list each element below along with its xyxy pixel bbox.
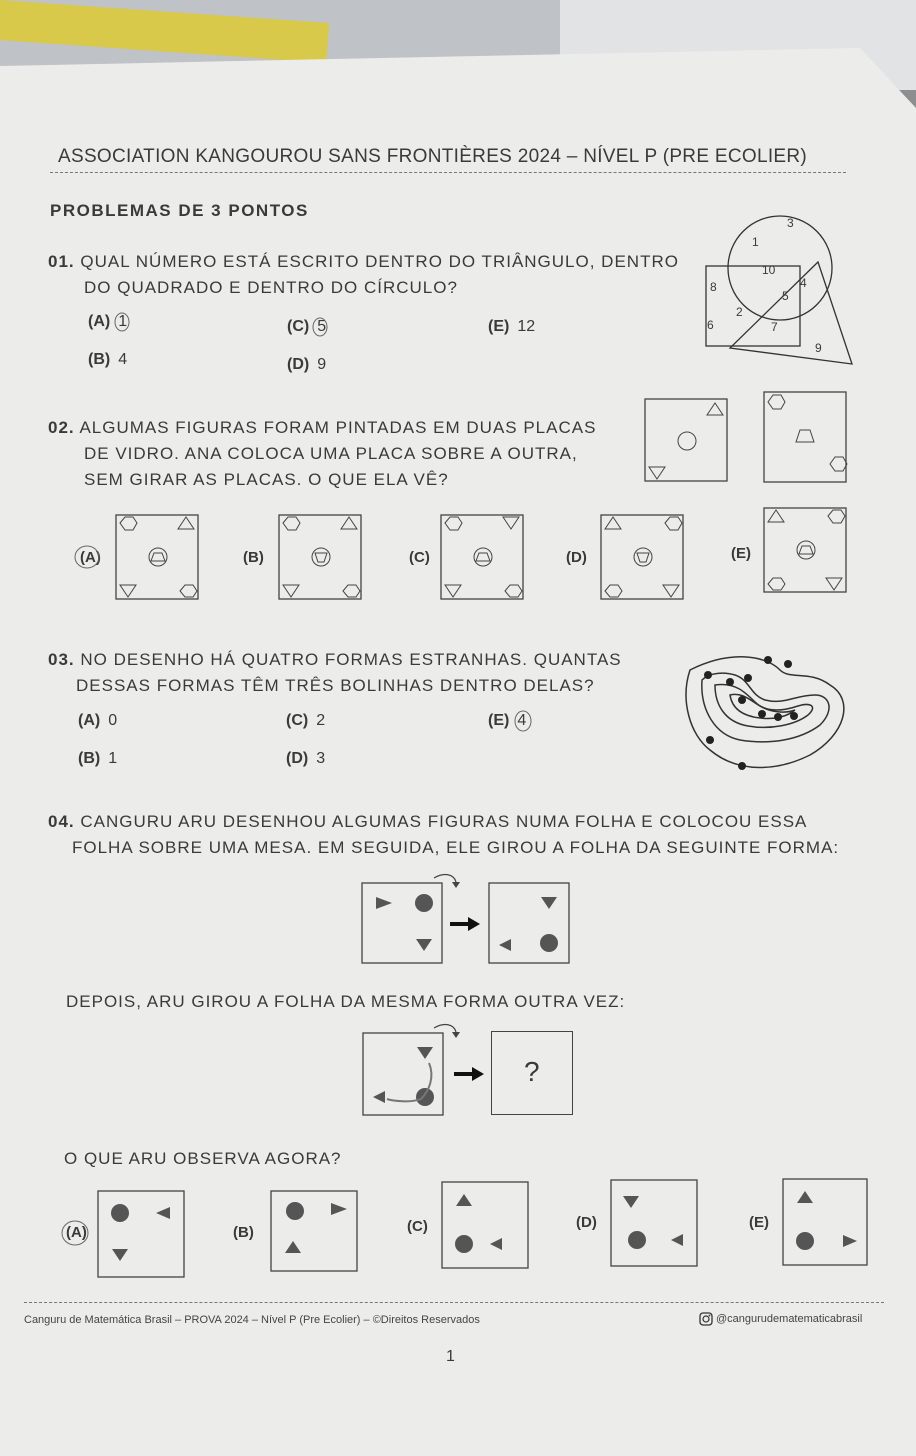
q1-venn-figure (700, 210, 860, 370)
handwritten-circle-c (310, 316, 330, 338)
q1-option-b-value: 4 (118, 351, 128, 368)
header-title: ASSOCIATION KANGOUROU SANS FRONTIÈRES 2024 – NÍVEL P (PRE ECOLIER) (58, 146, 808, 167)
q4-rotate-icon-1 (430, 870, 460, 890)
handwritten-circle-q2a (74, 544, 100, 570)
q4-text-line3: DEPOIS, ARU GIROU A FOLHA DA MESMA FORMA OUTRA VEZ: (66, 992, 626, 1011)
footer-left: Canguru de Matemática Brasil – PROVA 2024 – Nível P (Pre Ecolier) – ©Direitos Reservados (24, 1314, 480, 1326)
q1-number: 01. (48, 252, 75, 271)
q2-option-d[interactable]: (D) (566, 549, 587, 566)
q3-number: 03. (48, 650, 75, 669)
q3-option-a-value: 0 (108, 712, 118, 729)
header-divider (50, 172, 846, 173)
q2-option-e[interactable]: (E) (731, 545, 751, 562)
q2-text-line2: DE VIDRO. ANA COLOCA UMA PLACA SOBRE A OUTRA, (84, 444, 578, 463)
fig-num-6: 6 (707, 318, 714, 332)
q2-text-line1 (48, 416, 596, 440)
q3-option-a[interactable] (78, 712, 117, 730)
fig-num-4: 4 (800, 276, 807, 290)
q4-option-e[interactable]: (E) (749, 1214, 769, 1231)
handwritten-circle-a (112, 311, 132, 333)
q1-option-d[interactable] (287, 356, 326, 374)
q4-option-c[interactable]: (C) (407, 1218, 428, 1235)
q3-option-e-letter: (E) (488, 712, 510, 729)
q2-line1: ALGUMAS FIGURAS FORAM PINTADAS EM DUAS PLACAS (79, 418, 597, 437)
instagram-icon (699, 1312, 713, 1326)
fig-num-8: 8 (710, 280, 717, 294)
q4-sheet-before (362, 883, 444, 965)
q2-text-line3: SEM GIRAR AS PLACAS. O QUE ELA VÊ? (84, 470, 449, 489)
q2-option-c-figure (441, 515, 525, 601)
q3-text-line2: DESSAS FORMAS TÊM TRÊS BOLINHAS DENTRO DELAS? (76, 676, 595, 695)
q4-arrow-1 (448, 914, 482, 934)
q4-arrow-2 (452, 1064, 486, 1084)
q2-option-d-figure (601, 515, 685, 601)
q1-option-d-value: 9 (317, 356, 327, 373)
handwritten-circle-q3e (512, 710, 534, 732)
footer-divider (24, 1302, 884, 1303)
fig-num-10: 10 (762, 263, 776, 277)
q4-text-line2: FOLHA SOBRE UMA MESA. EM SEGUIDA, ELE GIROU A FOLHA DA SEGUINTE FORMA: (72, 838, 840, 857)
q1-option-d-letter: (D) (287, 356, 310, 373)
handwritten-circle-q4a (58, 1218, 88, 1248)
q2-plate-2 (764, 392, 848, 476)
q3-strange-shapes-figure (670, 640, 850, 780)
q4-option-b-figure (271, 1191, 359, 1273)
q4-option-a[interactable]: (A) (66, 1224, 87, 1241)
fig-num-2: 2 (736, 305, 743, 319)
q2-number: 02. (48, 418, 75, 437)
q3-option-b-letter: (B) (78, 750, 101, 767)
q3-text-line1 (48, 648, 622, 672)
q1-option-e-letter: (E) (488, 318, 510, 335)
q1-option-e[interactable] (488, 318, 535, 336)
q3-line1: NO DESENHO HÁ QUATRO FORMAS ESTRANHAS. QUANTAS (80, 650, 622, 669)
q2-option-a[interactable]: (A) (80, 549, 101, 566)
q3-option-a-letter: (A) (78, 712, 101, 729)
q3-option-c-letter: (C) (286, 712, 309, 729)
q4-option-d[interactable]: (D) (576, 1214, 597, 1231)
q2-plate-1 (645, 399, 729, 483)
q4-text-line4: O QUE ARU OBSERVA AGORA? (64, 1149, 342, 1168)
q3-option-c[interactable] (286, 712, 325, 730)
q2-option-a-figure (116, 515, 200, 601)
q2-option-c[interactable]: (C) (409, 549, 430, 566)
page-number: 1 (446, 1348, 455, 1365)
fig-num-1: 1 (752, 235, 759, 249)
q4-sheet-after (489, 883, 571, 965)
q1-option-c-letter: (C) (287, 318, 310, 335)
q2-option-b[interactable]: (B) (243, 549, 264, 566)
q1-option-b[interactable] (88, 351, 127, 369)
q3-option-c-value: 2 (316, 712, 326, 729)
q1-option-c-value: 5 (317, 318, 327, 335)
q3-option-d-value: 3 (316, 750, 326, 767)
section-title: PROBLEMAS DE 3 PONTOS (50, 201, 309, 220)
fig-num-9: 9 (815, 341, 822, 355)
q4-rotate-icon-2 (430, 1020, 460, 1040)
q3-option-d-letter: (D) (286, 750, 309, 767)
q3-option-d[interactable] (286, 750, 325, 768)
q1-line1: QUAL NÚMERO ESTÁ ESCRITO DENTRO DO TRIÂNGULO, DENTRO (80, 252, 679, 271)
q4-option-d-figure (611, 1180, 699, 1268)
q1-option-b-letter: (B) (88, 351, 111, 368)
q4-line1: CANGURU ARU DESENHOU ALGUMAS FIGURAS NUMA FOLHA E COLOCOU ESSA (80, 812, 808, 831)
q1-option-a-letter: (A) (88, 313, 111, 330)
q4-question-mark: ? (524, 1056, 540, 1087)
footer-right[interactable]: @cangurudematematicabrasil (716, 1313, 863, 1325)
q1-text-line2: DO QUADRADO E DENTRO DO CÍRCULO? (84, 278, 458, 297)
q2-option-b-figure (279, 515, 363, 601)
q4-text-line1 (48, 810, 807, 834)
q3-option-b-value: 1 (108, 750, 118, 767)
q4-option-e-figure (783, 1179, 869, 1267)
q4-option-b[interactable]: (B) (233, 1224, 254, 1241)
q1-option-a-value: 1 (118, 313, 128, 330)
fig-num-3: 3 (787, 216, 794, 230)
q3-option-e-value: 4 (517, 712, 527, 729)
fig-num-7: 7 (771, 320, 778, 334)
q2-option-e-figure (764, 508, 848, 594)
q4-number: 04. (48, 812, 75, 831)
q3-option-b[interactable] (78, 750, 117, 768)
q4-sheet-current (363, 1033, 445, 1117)
fig-num-5: 5 (782, 289, 789, 303)
q1-option-e-value: 12 (517, 318, 536, 335)
q4-option-a-figure (98, 1191, 186, 1279)
q1-text-line1 (48, 250, 679, 274)
q4-option-c-figure (442, 1182, 530, 1270)
